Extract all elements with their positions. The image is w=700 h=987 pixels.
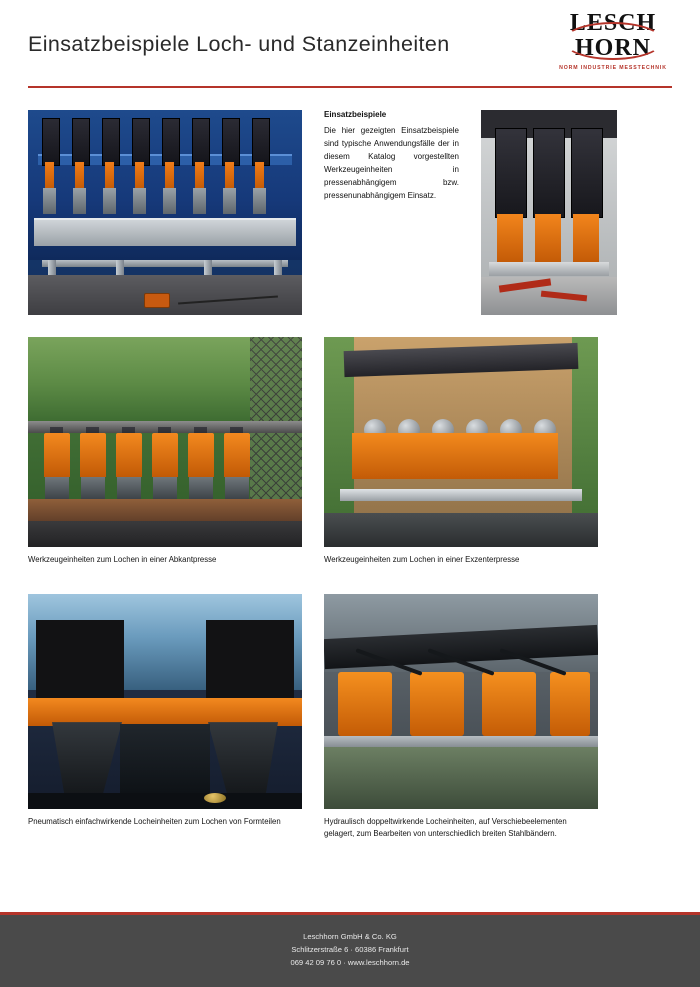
row-top bbox=[28, 110, 672, 315]
caption-bottom-right: Hydraulisch doppeltwirkende Locheinheiten, auf Verschiebeelementen gelagert, zum Bearbeiten von unterschiedlich breiten Stahlbändern. bbox=[324, 817, 567, 839]
figure-mid-right-block bbox=[324, 337, 598, 566]
figure-top-left bbox=[28, 110, 302, 315]
figure-mid-left-block bbox=[28, 337, 302, 566]
footer-contact: 069 42 09 76 0 · www.leschhorn.de bbox=[290, 957, 410, 967]
figure-bottom-left bbox=[28, 594, 302, 809]
page-title: Einsatzbeispiele Loch- und Stanzeinheiten bbox=[28, 31, 450, 56]
page-header bbox=[0, 0, 700, 88]
company-logo bbox=[554, 11, 672, 71]
caption-mid-left: Werkzeugeinheiten zum Lochen in einer Abkantpresse bbox=[28, 555, 217, 564]
logo-line-1: LESCH bbox=[569, 9, 657, 36]
footer-address: Schlitzerstraße 6 · 60386 Frankfurt bbox=[291, 944, 409, 954]
intro-title: Einsatzbeispiele bbox=[324, 110, 387, 119]
content-area bbox=[0, 88, 700, 840]
logo-tagline: NORM INDUSTRIE MESSTECHNIK bbox=[559, 64, 667, 71]
header-divider bbox=[28, 86, 672, 88]
page-footer bbox=[0, 915, 700, 987]
figure-bottom-right bbox=[324, 594, 598, 809]
caption-bottom-left: Pneumatisch einfachwirkende Locheinheiten zum Lochen von Formteilen bbox=[28, 817, 281, 827]
row-bottom bbox=[28, 594, 672, 840]
figure-bottom-right-block bbox=[324, 594, 598, 840]
figure-bottom-left-block bbox=[28, 594, 302, 840]
intro-body: Die hier gezeigten Einsatzbeispiele sind typische Anwendungsfälle der in diesem Katalog vorgestellten Werkzeugeinheiten in pressenabhängigem bzw. pressenunabhängigem Einsatz. bbox=[324, 126, 459, 200]
intro-text-block bbox=[324, 110, 459, 315]
figure-mid-left bbox=[28, 337, 302, 547]
row-middle bbox=[28, 337, 672, 566]
footer-company: Leschhorn GmbH & Co. KG bbox=[303, 932, 397, 941]
logo-line-2: HORN bbox=[575, 34, 651, 61]
caption-mid-right: Werkzeugeinheiten zum Lochen in einer Exzenterpresse bbox=[324, 555, 520, 564]
figure-mid-right bbox=[324, 337, 598, 547]
figure-top-right bbox=[481, 110, 617, 315]
